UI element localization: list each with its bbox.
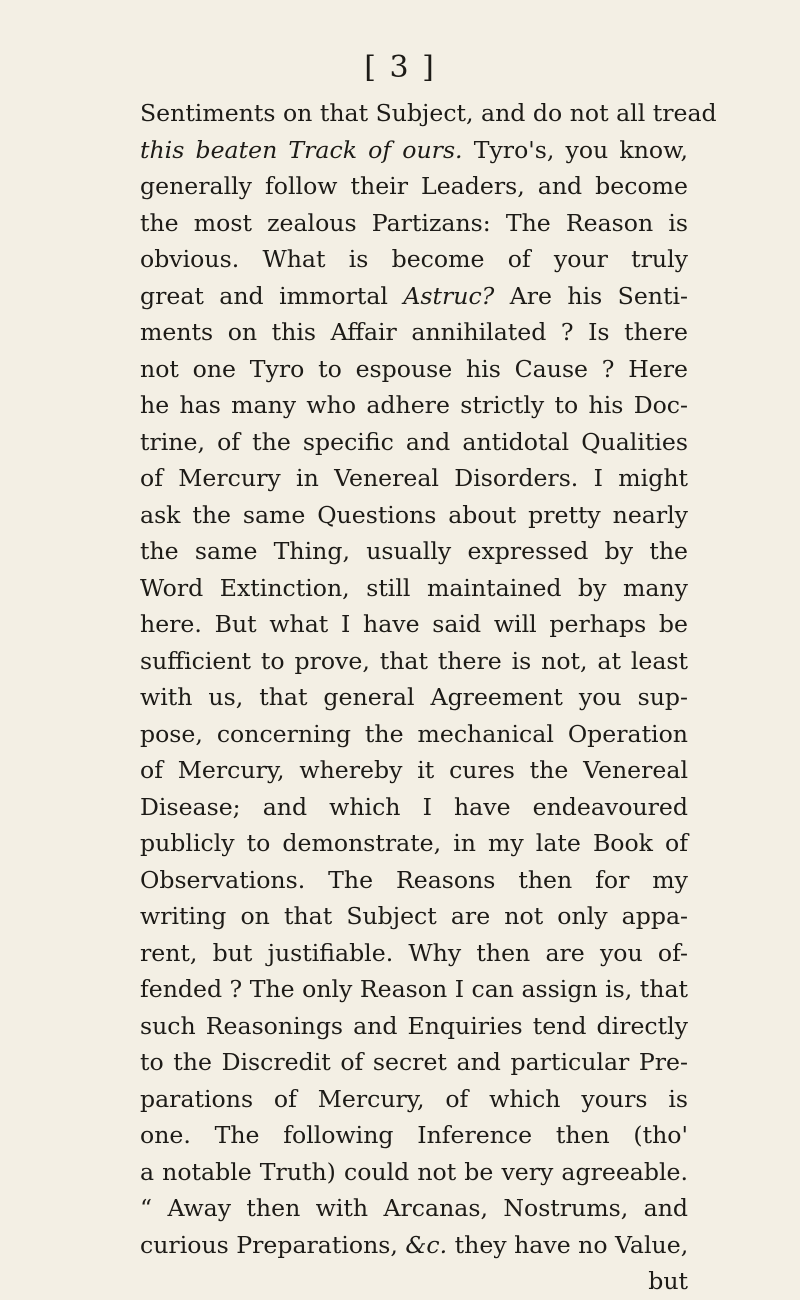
text-run: Observations. The Reasons then for my: [140, 865, 688, 894]
text-line: [140, 752, 688, 789]
italic-text: &c.: [405, 1230, 448, 1259]
text-run: of Mercury, whereby it cures the Venereal: [140, 756, 688, 784]
text-line: [140, 1044, 688, 1081]
text-run: such Reasonings and Enquiries tend directly: [140, 1011, 688, 1040]
text-line: [140, 205, 688, 242]
text-line: [140, 1263, 688, 1300]
text-run: he has many who adhere strictly to his Doc-: [140, 391, 688, 419]
italic-text: this beaten Track of ours.: [140, 135, 463, 164]
text-run: sufficient to prove, that there is not, at least: [140, 646, 688, 675]
text-run: Sentiments on that Subject, and do not all tread: [140, 99, 717, 127]
text-run: great and immortal: [140, 281, 404, 310]
text-run: “ Away then with Arcanas, Nostrums, and: [140, 1194, 688, 1222]
text-line: [140, 278, 688, 315]
text-line: [140, 789, 688, 826]
text-line: [140, 95, 717, 132]
text-line: [140, 862, 688, 899]
text-run: ments on this Affair annihilated ? Is there: [140, 318, 688, 346]
text-run: Word Extinction, still maintained by many: [140, 573, 688, 602]
text-run: one. The following Inference then (tho': [140, 1121, 688, 1149]
text-line: [140, 424, 688, 461]
text-line: [140, 241, 688, 278]
text-run: generally follow their Leaders, and become: [140, 172, 688, 200]
text-run: here. But what I have said will perhaps be: [140, 610, 688, 638]
text-run: of Mercury in Venereal Disorders. I might: [140, 464, 688, 492]
text-line: [140, 1008, 688, 1045]
text-run: obvious. What is become of your truly: [140, 245, 688, 273]
page-number: [ 3 ]: [364, 50, 436, 85]
text-line: [140, 1154, 688, 1191]
text-run: the same Thing, usually expressed by the: [140, 537, 688, 565]
text-line: [140, 716, 688, 753]
text-run: they have no Value,: [447, 1230, 689, 1259]
text-run: the most zealous Partizans: The Reason is: [140, 208, 688, 237]
text-run: but: [648, 1267, 688, 1295]
text-run: fended ? The only Reason I can assign is, that: [140, 975, 688, 1003]
text-line: [140, 570, 688, 607]
text-line: [140, 643, 688, 680]
text-line: [140, 497, 688, 534]
text-line: [140, 825, 688, 862]
text-line: [140, 387, 688, 424]
text-line: [140, 1190, 688, 1227]
text-line: [140, 314, 688, 351]
text-line: [140, 460, 688, 497]
text-line: [140, 1117, 688, 1154]
body-text: [140, 95, 717, 1300]
text-line: [140, 132, 688, 169]
text-run: ask the same Questions about pretty nearly: [140, 500, 688, 529]
text-run: to the Discredit of secret and particular Pre-: [140, 1048, 688, 1076]
text-line: [140, 679, 688, 716]
text-run: publicly to demonstrate, in my late Book of: [140, 829, 688, 857]
italic-text: Astruc?: [403, 281, 495, 310]
text-line: [140, 1227, 688, 1264]
text-run: curious Preparations,: [140, 1230, 406, 1259]
text-line: [140, 1081, 688, 1118]
text-run: trine, of the specific and antidotal Qualities: [140, 427, 688, 456]
text-run: writing on that Subject are not only appa-: [140, 902, 688, 930]
text-line: [140, 898, 688, 935]
text-run: Are his Senti-: [494, 281, 689, 310]
text-run: Tyro's, you know,: [462, 135, 689, 164]
text-run: with us, that general Agreement you sup-: [140, 683, 688, 711]
text-run: a notable Truth) could not be very agreeable.: [140, 1157, 688, 1186]
text-line: [140, 351, 688, 388]
text-line: [140, 168, 688, 205]
text-run: parations of Mercury, of which yours is: [140, 1084, 688, 1113]
text-run: rent, but justifiable. Why then are you of-: [140, 938, 688, 967]
text-run: Disease; and which I have endeavoured: [140, 792, 688, 821]
text-run: not one Tyro to espouse his Cause ? Here: [140, 354, 688, 383]
text-run: pose, concerning the mechanical Operation: [140, 719, 688, 748]
text-line: [140, 533, 688, 570]
text-line: [140, 971, 688, 1008]
text-line: [140, 935, 688, 972]
text-line: [140, 606, 688, 643]
